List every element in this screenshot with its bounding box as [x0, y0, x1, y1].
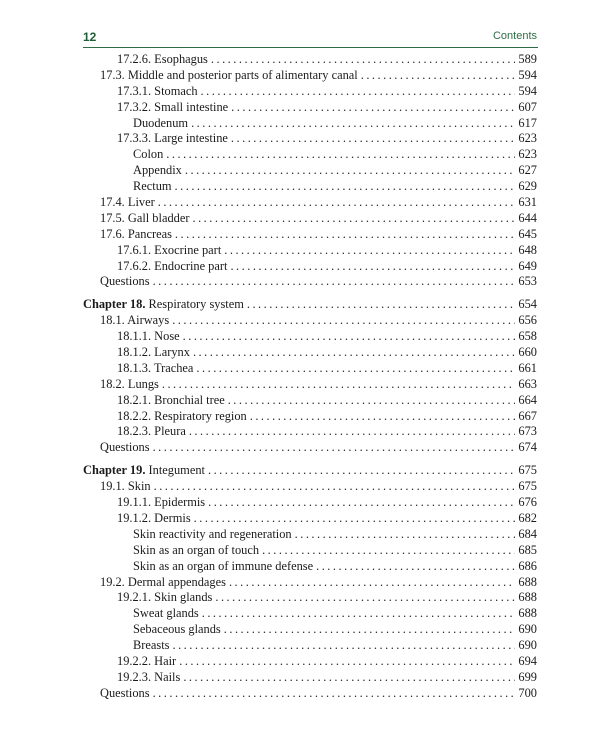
toc-entry-label: 17.6.1. Exocrine part	[117, 242, 222, 257]
toc-page-number: 663	[518, 376, 537, 391]
toc-entry-title	[117, 424, 189, 440]
dot-leader	[162, 377, 516, 393]
toc-entry-title	[133, 622, 224, 638]
toc-entry	[83, 424, 537, 440]
toc-page-number: 674	[518, 440, 537, 455]
toc-entry	[83, 590, 537, 606]
toc-entry-title	[117, 345, 193, 361]
toc-entry-title	[117, 590, 215, 606]
toc-entry-label: Skin reactivity and regeneration	[133, 526, 292, 541]
dot-leader	[153, 274, 516, 290]
toc-page-number: 673	[518, 424, 537, 439]
dot-leader	[193, 345, 515, 361]
dot-leader	[250, 409, 516, 425]
toc-entry	[83, 559, 537, 575]
dot-leader	[247, 297, 516, 313]
toc-entry-title	[117, 361, 196, 377]
toc-entry	[83, 274, 537, 290]
toc-page-number: 617	[518, 115, 537, 130]
dot-leader	[215, 590, 515, 606]
toc-entry-title	[117, 100, 231, 116]
dot-leader	[183, 670, 515, 686]
toc-entry-label: Questions	[100, 274, 150, 289]
toc-chapter-entry	[83, 463, 537, 479]
toc-entry-title	[83, 297, 247, 313]
toc-entry-title	[133, 116, 191, 132]
toc-entry-label: 19.2. Dermal appendages	[100, 574, 226, 589]
dot-leader	[153, 440, 516, 456]
toc-entry	[83, 211, 537, 227]
toc-page-number: 675	[518, 463, 537, 478]
toc-page-number: 667	[518, 408, 537, 423]
dot-leader	[179, 654, 515, 670]
toc-page-number: 627	[518, 163, 537, 178]
toc-entry-title	[100, 686, 153, 702]
toc-page-number: 660	[518, 345, 537, 360]
toc-page-number: 654	[518, 297, 537, 312]
dot-leader	[196, 361, 515, 377]
toc-page-number: 676	[518, 495, 537, 510]
toc-entry-title	[117, 329, 183, 345]
dot-leader	[185, 163, 516, 179]
toc-entry	[83, 68, 537, 84]
toc-entry-label: 17.3.3. Large intestine	[117, 131, 228, 146]
toc-entry-title	[100, 440, 153, 456]
dot-leader	[230, 259, 515, 275]
toc-entry-label: Colon	[133, 147, 164, 162]
toc-entry-label: 17.3.2. Small intestine	[117, 99, 229, 114]
toc-entry	[83, 52, 537, 68]
toc-page-number: 690	[518, 638, 537, 653]
toc-page-number: 645	[518, 226, 537, 241]
chapter-number: Chapter 18.	[83, 297, 146, 312]
dot-leader	[262, 543, 515, 559]
toc-page-number: 607	[518, 99, 537, 114]
toc-entry-label: 17.3. Middle and posterior parts of alimentary canal	[100, 67, 358, 82]
toc-entry	[83, 361, 537, 377]
toc-page-number: 629	[518, 179, 537, 194]
toc-entry-label: 18.2.2. Respiratory region	[117, 408, 247, 423]
toc-entry-title	[100, 377, 162, 393]
toc-entry	[83, 527, 537, 543]
toc-entry-title	[133, 147, 166, 163]
toc-page-number: 589	[518, 52, 537, 66]
toc-entry-label: 19.2.2. Hair	[117, 653, 177, 668]
toc-entry-title	[83, 463, 208, 479]
toc-entry	[83, 622, 537, 638]
toc-entry-title	[117, 511, 194, 527]
dot-leader	[361, 68, 516, 84]
toc-page-number: 688	[518, 606, 537, 621]
toc-page-number: 661	[518, 360, 537, 375]
toc-entry	[83, 409, 537, 425]
toc-entry-title	[117, 259, 230, 275]
toc-entry	[83, 638, 537, 654]
dot-leader	[295, 527, 516, 543]
toc-entry	[83, 670, 537, 686]
toc-entry-label: 18.1.1. Nose	[117, 329, 180, 344]
toc-entry	[83, 259, 537, 275]
toc-page-number: 594	[518, 67, 537, 82]
toc-entry-label: Skin as an organ of touch	[133, 542, 260, 557]
toc-page-number: 684	[518, 526, 537, 541]
toc-entry	[83, 179, 537, 195]
toc-entry	[83, 440, 537, 456]
toc-entry-label: 18.2.3. Pleura	[117, 424, 186, 439]
toc-entry-label: Respiratory system	[148, 297, 244, 312]
toc-entry-title	[100, 195, 158, 211]
toc-entry-label: 18.1.2. Larynx	[117, 345, 190, 360]
toc-entry-title	[117, 393, 228, 409]
dot-leader	[183, 329, 516, 345]
toc-entry	[83, 329, 537, 345]
toc-entry	[83, 575, 537, 591]
toc-entry	[83, 393, 537, 409]
toc-entry-label: 19.1.2. Dermis	[117, 510, 191, 525]
toc-page-number: 648	[518, 242, 537, 257]
dot-leader	[172, 638, 515, 654]
toc-entry	[83, 511, 537, 527]
toc-entry	[83, 131, 537, 147]
page-header	[83, 30, 537, 48]
chapter-number: Chapter 19.	[83, 463, 146, 478]
toc-page-number: 649	[518, 258, 537, 273]
running-head: Contents	[492, 30, 537, 42]
toc-entry	[83, 543, 537, 559]
toc-entry-title	[100, 211, 192, 227]
header-divider	[83, 47, 538, 48]
toc-entry	[83, 654, 537, 670]
toc-page-number: 686	[518, 558, 537, 573]
toc-entry-title	[100, 68, 361, 84]
toc-entry-label: 19.1.1. Epidermis	[117, 495, 206, 510]
toc-entry	[83, 163, 537, 179]
dot-leader	[224, 622, 516, 638]
toc-entry-title	[100, 274, 153, 290]
toc-entry-label: Duodenum	[133, 115, 189, 130]
toc-entry-label: 18.2. Lungs	[100, 376, 159, 391]
toc-entry-title	[133, 163, 185, 179]
toc-entry-title	[100, 227, 175, 243]
dot-leader	[191, 116, 515, 132]
toc-entry	[83, 345, 537, 361]
dot-leader	[194, 511, 516, 527]
toc-page-number: 682	[518, 510, 537, 525]
toc-page-number: 685	[518, 542, 537, 557]
toc-page-number: 694	[518, 653, 537, 668]
toc-entry-label: Integument	[148, 463, 205, 478]
toc-page-number: 699	[518, 669, 537, 684]
dot-leader	[229, 575, 515, 591]
toc-entry-title	[117, 495, 208, 511]
toc-entry-label: 18.1.3. Trachea	[117, 360, 194, 375]
toc-entry-title	[117, 131, 231, 147]
toc-entry-label: 19.2.1. Skin glands	[117, 590, 213, 605]
toc-entry-title	[117, 670, 183, 686]
toc-entry-title	[133, 559, 316, 575]
dot-leader	[172, 313, 515, 329]
toc-page-number: 700	[518, 685, 537, 700]
toc-entry-label: Sebaceous glands	[133, 622, 221, 637]
toc-entry-label: 17.5. Gall bladder	[100, 210, 190, 225]
dot-leader	[224, 243, 515, 259]
dot-leader	[201, 84, 516, 100]
toc-entry	[83, 243, 537, 259]
dot-leader	[228, 393, 516, 409]
toc-entry-title	[100, 313, 172, 329]
toc-page-number: 664	[518, 392, 537, 407]
dot-leader	[202, 606, 516, 622]
toc-page-number: 656	[518, 313, 537, 328]
toc-entry	[83, 313, 537, 329]
toc-chapter-entry	[83, 297, 537, 313]
toc-page-number: 688	[518, 590, 537, 605]
dot-leader	[154, 479, 516, 495]
toc-page-number: 623	[518, 131, 537, 146]
toc-entry	[83, 227, 537, 243]
toc-entry	[83, 686, 537, 702]
dot-leader	[189, 424, 516, 440]
toc-entry	[83, 377, 537, 393]
toc-entry-label: 17.3.1. Stomach	[117, 83, 198, 98]
dot-leader	[231, 131, 515, 147]
toc-entry-title	[117, 409, 250, 425]
toc-entry-label: 17.4. Liver	[100, 195, 155, 210]
toc-entry-title	[133, 638, 172, 654]
toc-entry-title	[133, 543, 262, 559]
toc-entry-title	[117, 84, 201, 100]
toc-entry	[83, 100, 537, 116]
toc-entry-title	[100, 575, 229, 591]
dot-leader	[211, 52, 516, 68]
toc-entry	[83, 606, 537, 622]
dot-leader	[153, 686, 516, 702]
dot-leader	[175, 227, 515, 243]
dot-leader	[175, 179, 516, 195]
toc-entry	[83, 495, 537, 511]
toc-entry	[83, 195, 537, 211]
toc-entry-label: Breasts	[133, 638, 170, 653]
toc-entry-label: Questions	[100, 685, 150, 700]
toc-entry-title	[133, 179, 175, 195]
toc-entry-label: Appendix	[133, 163, 182, 178]
toc-entry-label: Skin as an organ of immune defense	[133, 558, 314, 573]
dot-leader	[192, 211, 515, 227]
toc-page-number: 688	[518, 574, 537, 589]
toc-entry-label: 19.2.3. Nails	[117, 669, 181, 684]
toc-entry-label: Questions	[100, 440, 150, 455]
toc-page-number: 631	[518, 195, 537, 210]
toc-page-number: 653	[518, 274, 537, 289]
dot-leader	[208, 463, 515, 479]
toc-entry-title	[100, 479, 154, 495]
page-number: 12	[83, 30, 97, 44]
toc-entry	[83, 147, 537, 163]
toc-page-number: 690	[518, 622, 537, 637]
toc-entry-label: 17.6. Pancreas	[100, 226, 172, 241]
toc-entry-title	[117, 243, 224, 259]
dot-leader	[158, 195, 516, 211]
dot-leader	[316, 559, 515, 575]
toc-entry-label: Sweat glands	[133, 606, 199, 621]
dot-leader	[231, 100, 515, 116]
toc-entry-label: Rectum	[133, 179, 172, 194]
toc-entry-label: 17.6.2. Endocrine part	[117, 258, 228, 273]
toc-entry-label: 17.2.6. Esophagus	[117, 52, 208, 66]
toc-page-number: 644	[518, 210, 537, 225]
toc-entry-title	[133, 527, 295, 543]
toc-entry	[83, 84, 537, 100]
toc-entry-label: 18.1. Airways	[100, 313, 170, 328]
toc-entry-label: 18.2.1. Bronchial tree	[117, 392, 225, 407]
toc-entry-title	[117, 52, 211, 68]
toc-page-number: 675	[518, 479, 537, 494]
toc-page-number: 658	[518, 329, 537, 344]
toc-entry-title	[133, 606, 202, 622]
toc-entry-label: 19.1. Skin	[100, 479, 151, 494]
toc-entry	[83, 479, 537, 495]
toc-entry	[83, 116, 537, 132]
table-of-contents	[83, 52, 537, 702]
toc-page-number: 623	[518, 147, 537, 162]
toc-page-number: 594	[518, 83, 537, 98]
toc-entry-title	[117, 654, 179, 670]
dot-leader	[208, 495, 515, 511]
dot-leader	[166, 147, 515, 163]
